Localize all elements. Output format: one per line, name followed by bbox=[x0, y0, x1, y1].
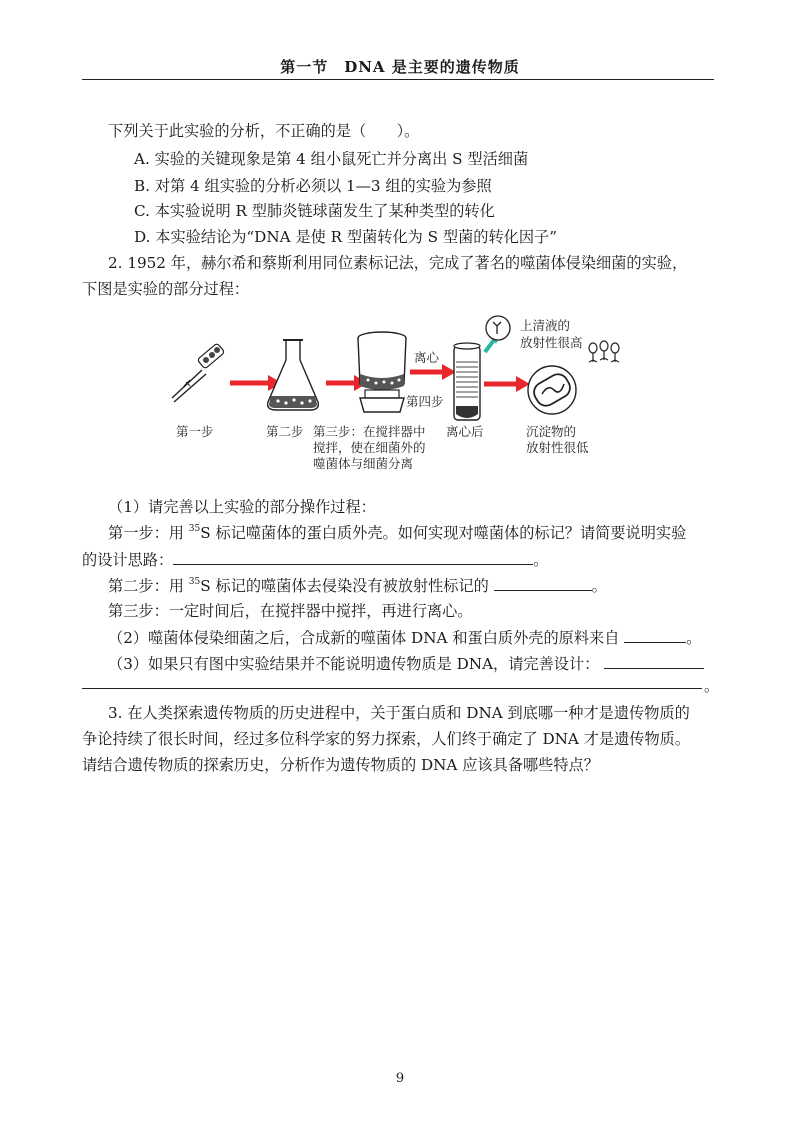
isotope-mass: 35 bbox=[188, 524, 201, 534]
step2-text: 第二步：用 $^{35}$S 标记的噬菌体去侵染没有被放射性标记的 。 bbox=[108, 577, 607, 595]
flask-icon bbox=[268, 340, 319, 410]
fig-sediment-label-1: 沉淀物的 bbox=[526, 424, 577, 439]
step3-text: 第三步：一定时间后，在搅拌器中搅拌，再进行离心。 bbox=[108, 602, 473, 620]
fig-step3-label-2: 搅拌，使在细菌外的 bbox=[313, 440, 426, 455]
question-1-stem: 下列关于此实验的分析，不正确的是（ ）。 bbox=[108, 122, 420, 140]
fig-step3-label-1: 第三步：在搅拌器中 bbox=[313, 424, 426, 439]
question-3-line2: 争论持续了很长时间，经过多位科学家的努力探索，人们终于确定了 DNA 才是遗传物质。 bbox=[82, 730, 691, 748]
option-b: B. 对第 4 组实验的分析必须以 1—3 组的实验为参照 bbox=[134, 177, 492, 195]
phage-particles-icon bbox=[589, 341, 619, 362]
fig-step3-label-3: 噬菌体与细菌分离 bbox=[313, 456, 414, 471]
answer-blank-sub2[interactable] bbox=[624, 627, 686, 643]
option-d: D. 本实验结论为“DNA 是使 R 型菌转化为 S 型菌的转化因子” bbox=[134, 228, 557, 246]
answer-line-sub3[interactable] bbox=[82, 688, 702, 689]
fig-centrifuge-label: 离心 bbox=[414, 350, 440, 365]
labeling-tool-icon bbox=[172, 343, 225, 402]
header-divider bbox=[82, 79, 714, 80]
answer-blank-sub3[interactable] bbox=[604, 653, 704, 669]
fig-sediment-label-2: 放射性很低 bbox=[526, 440, 589, 455]
subquestion-2: （2）噬菌体侵染细菌之后，合成新的噬菌体 DNA 和蛋白质外壳的原料来自 。 bbox=[108, 629, 702, 647]
question-3-line1: 3. 在人类探索遗传物质的历史进程中，关于蛋白质和 DNA 到底哪一种才是遗传物质的 bbox=[108, 704, 690, 722]
fig-step4-label: 第四步 bbox=[406, 394, 444, 409]
step1-text: 第一步：用 $^{35}$S 标记噬菌体的蛋白质外壳。如何实现对噬菌体的标记？请简要说明实验 bbox=[108, 524, 687, 542]
question-2-intro-cont: 下图是实验的部分过程： bbox=[82, 280, 250, 298]
blender-icon bbox=[358, 332, 406, 412]
answer-blank-step2[interactable] bbox=[494, 575, 592, 591]
question-2-intro: 2. 1952 年，赫尔希和蔡斯利用同位素标记法，完成了著名的噬菌体侵染细菌的实验， bbox=[108, 254, 688, 272]
page-number: 9 bbox=[395, 1071, 405, 1086]
subquestion-1-title: （1）请完善以上实验的部分操作过程： bbox=[108, 498, 376, 516]
page-header: 第一节 DNA 是主要的遗传物质 bbox=[280, 58, 520, 76]
supernatant-phage-icon bbox=[486, 316, 510, 340]
fig-after-centrifuge-label: 离心后 bbox=[446, 424, 484, 439]
option-a: A. 实验的关键现象是第 4 组小鼠死亡并分离出 S 型活细菌 bbox=[134, 150, 529, 168]
phage-experiment-figure bbox=[160, 310, 650, 486]
centrifuge-tube-icon bbox=[454, 343, 480, 420]
fig-supernatant-label-1: 上清液的 bbox=[520, 318, 571, 333]
fig-supernatant-label-2: 放射性很高 bbox=[520, 335, 583, 350]
question-3-line3: 请结合遗传物质的探索历史，分析作为遗传物质的 DNA 应该具备哪些特点？ bbox=[82, 756, 599, 774]
fig-step2-label: 第二步 bbox=[266, 424, 304, 439]
fig-step1-label: 第一步 bbox=[176, 424, 214, 439]
step1-cont: 的设计思路： 。 bbox=[82, 551, 549, 569]
sub3-end: 。 bbox=[704, 677, 720, 695]
option-c: C. 本实验说明 R 型肺炎链球菌发生了某种类型的转化 bbox=[134, 202, 495, 220]
sediment-bacterium-icon bbox=[528, 366, 576, 414]
subquestion-3: （3）如果只有图中实验结果并不能说明遗传物质是 DNA，请完善设计： bbox=[108, 653, 704, 674]
answer-blank-step1[interactable] bbox=[173, 549, 533, 565]
